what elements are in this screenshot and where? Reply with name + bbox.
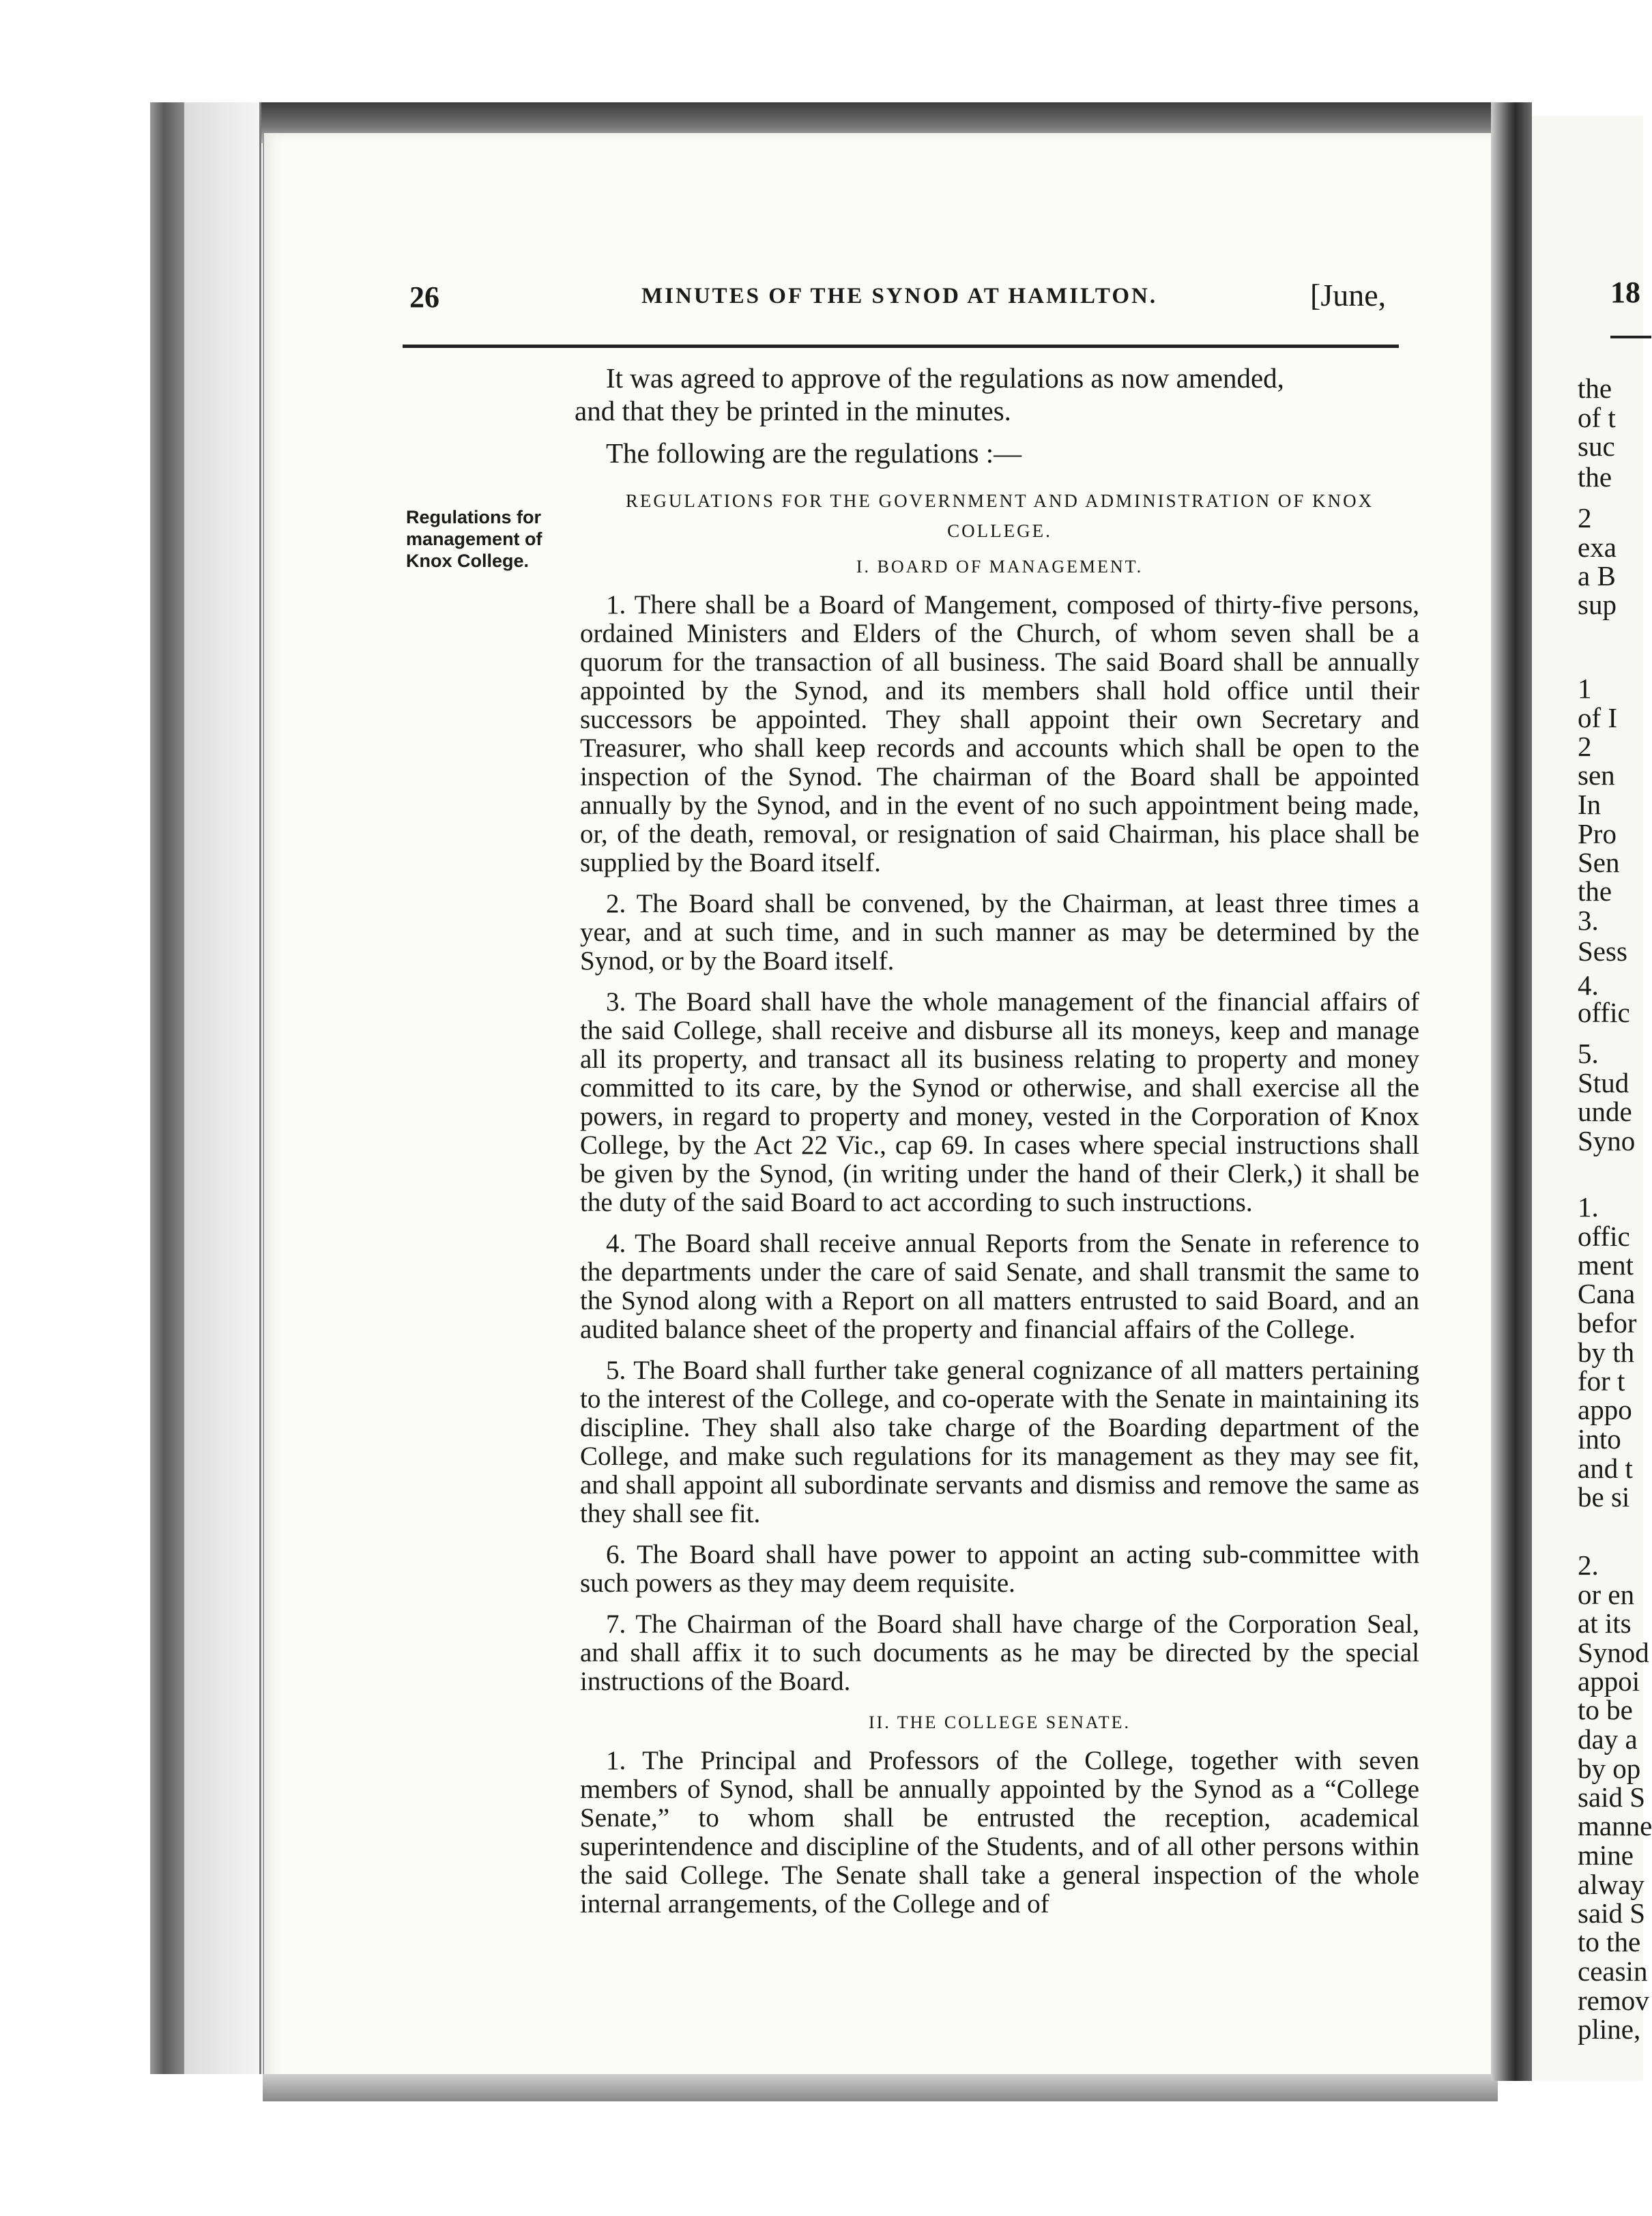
facing-page-fragment: 1.: [1578, 1191, 1599, 1223]
facing-page-fragment: Cana: [1578, 1278, 1636, 1309]
facing-page-fragment: Stud: [1578, 1067, 1629, 1098]
facing-page-fragment: befor: [1578, 1307, 1637, 1339]
page-number: 26: [409, 280, 439, 314]
facing-page-fragment: 5.: [1578, 1038, 1599, 1069]
facing-page-fragment: remov: [1578, 1985, 1649, 2016]
section-heading-board: I. BOARD OF MANAGEMENT.: [856, 557, 1144, 577]
facing-page-fragment: the: [1578, 875, 1612, 907]
facing-page-fragment: 3.: [1578, 905, 1599, 936]
facing-page-fragment: 2: [1578, 731, 1592, 762]
regulation-paragraph: 4. The Board shall receive annual Reports from the Senate in reference to the departments under the care of said Senate, and shall transmit the same to the Synod along with a Report on all matters entrusted to said Board, and an audited balance sheet of the property and financial affairs of the College.: [580, 1229, 1419, 1344]
facing-page-fragment: to be: [1578, 1694, 1633, 1725]
facing-page-fragment: the: [1578, 461, 1612, 493]
facing-page-fragment: and t: [1578, 1453, 1633, 1484]
facing-page-fragment: to the: [1578, 1926, 1641, 1957]
facing-page-fragment: pline,: [1578, 2013, 1641, 2045]
section-heading-senate: II. THE COLLEGE SENATE.: [868, 1712, 1131, 1732]
intro-line-3: The following are the regulations :—: [606, 437, 1022, 469]
book-binding-left: [150, 102, 184, 2074]
facing-page-fragment: into: [1578, 1423, 1621, 1455]
margin-note: Regulations for management of Knox College.: [406, 507, 542, 571]
facing-page-fragment: 2.: [1578, 1549, 1599, 1581]
facing-page-fragment: ceasin: [1578, 1955, 1648, 1987]
page-edge-stack: [184, 102, 261, 2074]
facing-page-fragment: the: [1578, 373, 1612, 404]
facing-page-fragment: mine: [1578, 1839, 1634, 1871]
intro-line-2: and that they be printed in the minutes.: [575, 395, 1011, 426]
regulations-body: [580, 486, 1419, 1931]
facing-page-fragment: offic: [1578, 997, 1630, 1028]
regulation-paragraph: 6. The Board shall have power to appoint an acting sub-committee with such powers as they may deem requisite.: [580, 1540, 1419, 1598]
facing-page-fragment: a B: [1578, 560, 1616, 592]
facing-page-fragment: suc: [1578, 431, 1615, 462]
facing-page-fragment: by th: [1578, 1337, 1635, 1368]
facing-page-fragment: be si: [1578, 1481, 1630, 1513]
facing-page-fragment: appo: [1578, 1394, 1632, 1425]
facing-page-fragment: manne: [1578, 1810, 1652, 1841]
book-gutter: [1491, 102, 1532, 2081]
facing-page-fragment: for t: [1578, 1365, 1625, 1397]
facing-page-fragment: Sen: [1578, 847, 1620, 878]
facing-page-fragment: 1: [1578, 673, 1592, 704]
facing-page-fragment: Pro: [1578, 818, 1617, 849]
header-rule: [403, 345, 1399, 348]
facing-page-fragment: Sess: [1578, 935, 1627, 967]
facing-page-fragment: said S: [1578, 1897, 1646, 1929]
facing-page-fragment: 2: [1578, 502, 1592, 534]
page-header: [409, 280, 1426, 321]
facing-page-fragment: 4.: [1578, 970, 1599, 1001]
date-bracket: [June,: [1310, 278, 1387, 312]
regulation-paragraph: 7. The Chairman of the Board shall have charge of the Corporation Seal, and shall affix it to such documents as he may be directed by the special instructions of the Board.: [580, 1609, 1419, 1696]
regulation-paragraph: 1. The Principal and Professors of the College, together with seven members of Synod, shall be annually appointed by the Synod as a “College Senate,” to whom shall be entrusted the reception, academical superintendence and discipline of the Students, and of all other persons within the said College. The Senate shall take a general inspection of the whole internal arrangements, of the College and of: [580, 1746, 1419, 1919]
facing-page-fragment: sen: [1578, 759, 1615, 791]
regulations-heading: REGULATIONS FOR THE GOVERNMENT AND ADMINISTRATION OF KNOX COLLEGE.: [625, 491, 1374, 541]
facing-page-fragment: alway: [1578, 1869, 1644, 1900]
facing-page-fragment: offic: [1578, 1221, 1630, 1252]
book-bottom-edge: [263, 2074, 1498, 2101]
intro-line-1: It was agreed to approve of the regulations as now amended,: [606, 362, 1284, 394]
facing-page-fragment: said S: [1578, 1781, 1646, 1813]
facing-page-fragment: Syno: [1578, 1125, 1636, 1156]
facing-page-fragment: appoi: [1578, 1665, 1640, 1697]
facing-page-fragment: Synod: [1578, 1637, 1649, 1668]
facing-page-fragment: In: [1578, 789, 1602, 820]
facing-header-rule: [1610, 336, 1651, 338]
regulation-paragraph: 2. The Board shall be convened, by the Chairman, at least three times a year, and at such time, and in such manner as may be determined by the Synod, or by the Board itself.: [580, 889, 1419, 976]
intro-block: [575, 362, 1419, 469]
facing-page-fragment: of I: [1578, 702, 1618, 733]
regulation-paragraph: 3. The Board shall have the whole management of the financial affairs of the said College, shall receive and disburse all its moneys, keep and manage all its property, and transact all its business relating to property and money committed to its care, by the Synod or otherwise, and shall exercise all the powers, in regard to property and money, vested in the Corporation of Knox College, by the Act 22 Vic., cap 69. In cases where special instructions shall be given by the Synod, (in writing under the hand of their Clerk,) it shall be the duty of the said Board to act according to such instructions.: [580, 987, 1419, 1217]
facing-page-fragment: of t: [1578, 402, 1616, 433]
facing-page-fragment: exa: [1578, 531, 1617, 563]
regulation-paragraph: 1. There shall be a Board of Mangement, composed of thirty-five persons, ordained Ministers and Elders of the Church, of whom seven shall be a quorum for the transaction of all business. The said Board shall be annually appointed by the Synod, and its members shall hold office until their successors be appointed. They shall appoint their own Secretary and Treasurer, who shall keep records and accounts which shall be open to the inspection of the Synod. The chairman of the Board shall be appointed annually by the Synod, and in the event of no such appointment being made, or, of the death, removal, or resignation of said Chairman, his place shall be supplied by the Board itself.: [580, 590, 1419, 877]
regulation-paragraph: 5. The Board shall further take general cognizance of all matters pertaining to the interest of the College, and co-operate with the Senate in maintaining its discipline. They shall also take charge of the Boarding department of the College, and make such regulations for its management as they may see fit, and shall appoint all subordinate servants and dismiss and remove the same as they shall see fit.: [580, 1356, 1419, 1528]
facing-page-number: 18: [1610, 276, 1640, 309]
running-title: MINUTES OF THE SYNOD AT HAMILTON.: [641, 284, 1158, 308]
facing-page-fragment: unde: [1578, 1096, 1632, 1127]
facing-page-fragment: or en: [1578, 1579, 1635, 1610]
facing-page-fragment: sup: [1578, 589, 1617, 620]
facing-page-fragment: at its: [1578, 1607, 1632, 1639]
facing-page-fragment: ment: [1578, 1249, 1634, 1281]
facing-page-fragment: day a: [1578, 1723, 1638, 1755]
facing-page-fragment: by op: [1578, 1753, 1641, 1784]
